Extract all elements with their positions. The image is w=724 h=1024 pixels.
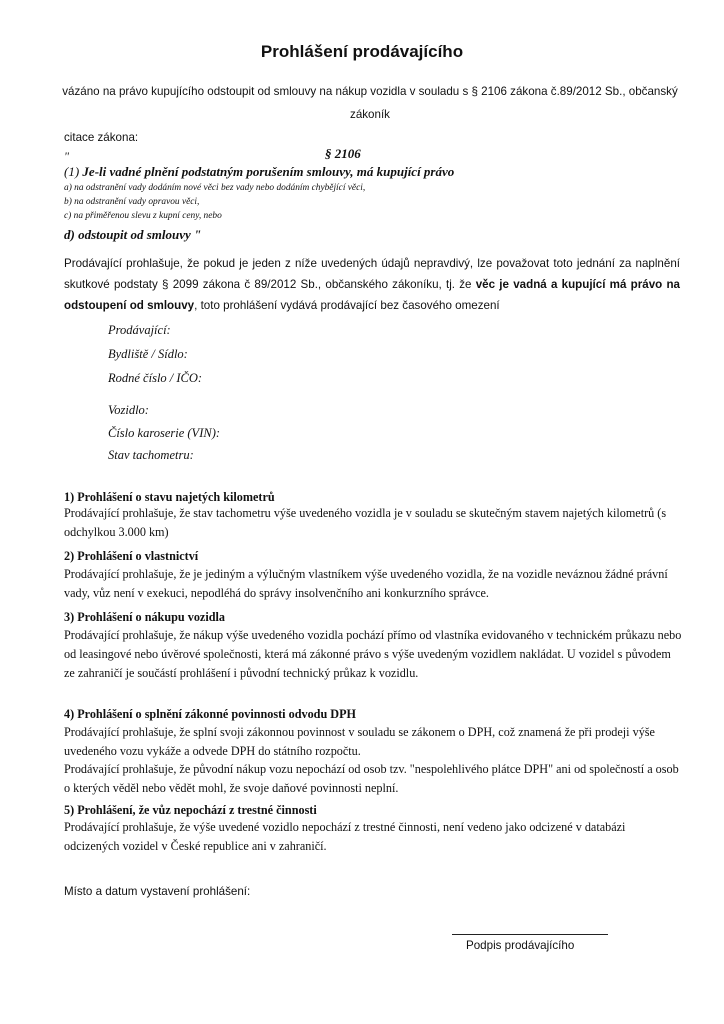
signature-line bbox=[452, 934, 608, 935]
citation-point-c: c) na přiměřenou slevu z kupní ceny, nebo bbox=[64, 211, 222, 221]
section-5-text: Prodávající prohlašuje, že výše uvedené vozidlo nepochází z trestné činnosti, není vedeno jako odcizené v databázi odcizených vozidel v České republice ani v zahraničí. bbox=[64, 820, 626, 853]
section-3-text: Prodávající prohlašuje, že nákup výše uvedeného vozidla pochází přímo od vlastníka evidovaného v technickém průkazu nebo od leasingové nebo úvěrové společnosti, která má zákonné právo s výše uvedeným vozidlem nakládat. U vozidel s původem ze zahraničí je součástí prohlášení i původní technický průkaz k vozidlu. bbox=[64, 628, 682, 680]
place-date-label: Místo a datum vystavení prohlášení: bbox=[64, 885, 251, 898]
intro-text-1: Prodávající prohlašuje, že pokud je jeden z níže uvedených údajů nepravdivý, lze považovat toto jednání za naplnění skutkové podstaty § 2099 zákona č 89/2012 Sb., občanského zákoníku, tj. že bbox=[64, 257, 680, 291]
citation-paragraph: § 2106 bbox=[325, 146, 361, 161]
section-1-heading: 1) Prohlášení o stavu najetých kilometrů bbox=[64, 490, 275, 504]
section-2-heading: 2) Prohlášení o vlastnictví bbox=[64, 549, 199, 563]
field-birth-id: Rodné číslo / IČO: bbox=[108, 371, 203, 385]
section-4-text-2: Prodávající prohlašuje, že původní nákup vozu nepochází od osob tzv. "nespolehlivého plátce DPH" ani od společností a osob o kterých věděl nebo vědět mohl, že svoje daňové povinnosti neplní. bbox=[64, 762, 679, 795]
field-residence: Bydliště / Sídlo: bbox=[108, 347, 188, 361]
section-5-heading: 5) Prohlášení, že vůz nepochází z trestné činnosti bbox=[64, 803, 317, 817]
signature-label: Podpis prodávajícího bbox=[466, 939, 575, 952]
citation-point-a: a) na odstranění vady dodáním nové věci bez vady nebo dodáním chybějící věci, bbox=[64, 183, 366, 193]
citation-point-1-prefix: (1) bbox=[64, 164, 83, 179]
intro-text-bold: věc je vadná a kupující má právo na odstoupení od smlouvy bbox=[64, 278, 680, 312]
citation-point-b: b) na odstranění vady opravou věci, bbox=[64, 197, 200, 207]
citation-point-1-text: Je-li vadné plnění podstatným porušením smlouvy, má kupující právo bbox=[82, 164, 455, 179]
citation-quote-open: " bbox=[64, 149, 70, 163]
field-seller: Prodávající: bbox=[108, 323, 171, 337]
citation-point-1 bbox=[64, 164, 454, 180]
section-3-heading: 3) Prohlášení o nákupu vozidla bbox=[64, 610, 225, 624]
field-odometer: Stav tachometru: bbox=[108, 448, 194, 462]
field-vin: Číslo karoserie (VIN): bbox=[108, 426, 221, 440]
document-subtitle: vázáno na právo kupujícího odstoupit od smlouvy na nákup vozidla v souladu s § 2106 zákona č.89/2012 Sb., občanský zákoník bbox=[62, 85, 678, 121]
citation-label: citace zákona: bbox=[64, 131, 139, 144]
section-4-text: Prodávající prohlašuje, že splní svoji zákonnou povinnost v souladu se zákonem o DPH, což znamená že při prodeji výše uvedeného vozu vykáže a odvede DPH do státního rozpočtu. bbox=[64, 725, 655, 758]
citation-point-d: d) odstoupit od smlouvy " bbox=[64, 227, 202, 242]
field-vehicle: Vozidlo: bbox=[108, 403, 149, 417]
intro-text-2: , toto prohlášení vydává prodávající bez časového omezení bbox=[194, 299, 500, 312]
intro-paragraph bbox=[64, 253, 680, 316]
document-title: Prohlášení prodávajícího bbox=[260, 42, 464, 61]
section-2-text: Prodávající prohlašuje, že je jediným a výlučným vlastníkem výše uvedeného vozidla, že na vozidle neváznou žádné právní vady, vůz není v exekuci, nepodléhá do správy insolvenčního ani konkurzního správce. bbox=[64, 567, 668, 600]
section-4-heading: 4) Prohlášení o splnění zákonné povinnosti odvodu DPH bbox=[64, 707, 357, 721]
section-1-text: Prodávající prohlašuje, že stav tachometru výše uvedeného vozidla je v souladu se skutečným stavem najetých kilometrů (s odchylkou 3.000 km) bbox=[64, 506, 667, 539]
